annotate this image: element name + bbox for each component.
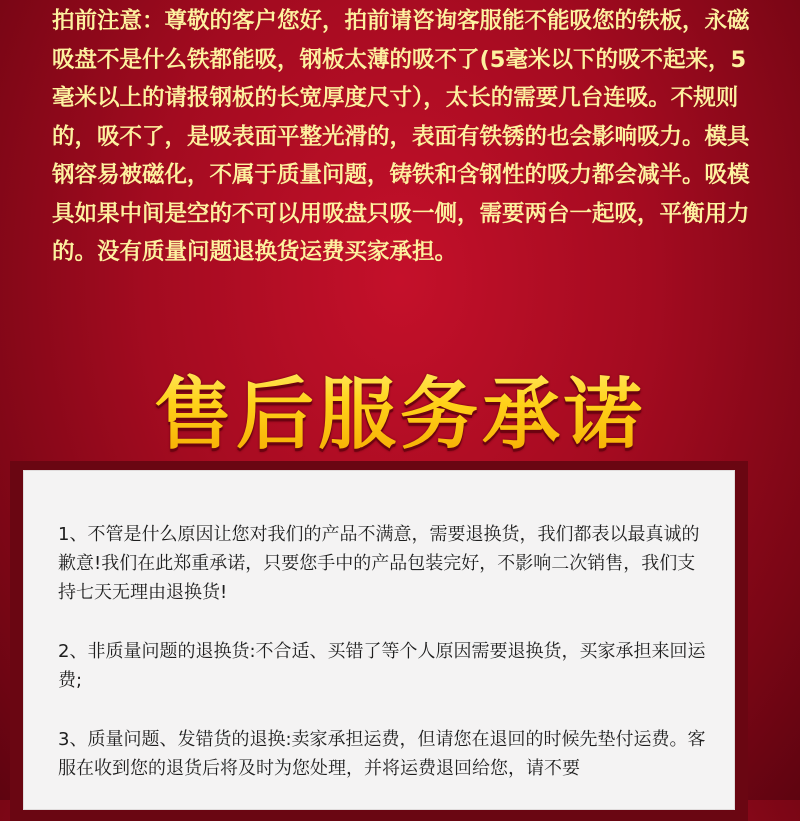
- terms-item-2: 2、非质量问题的退换货:不合适、买错了等个人原因需要退换货，买家承担来回运费;: [58, 641, 706, 691]
- terms-item-3: 3、质量问题、发错货的退换:卖家承担运费，但请您在退回的时候先垫付运费。客服在收到您的退货后将及时为您处理，并将运费退回给您，请不要: [58, 729, 706, 779]
- terms-item-1: 1、不管是什么原因让您对我们的产品不满意，需要退换货，我们都表以最真诚的歉意!我们在此郑重承诺，只要您手中的产品包装完好，不影响二次销售，我们支持七天无理由退换货!: [58, 524, 700, 603]
- terms-list: [58, 520, 708, 813]
- after-sales-headline: 售后服务承诺: [0, 352, 800, 464]
- pre-purchase-notice: 拍前注意：尊敬的客户您好，拍前请咨询客服能不能吸您的铁板，永磁吸盘不是什么铁都能吸，钢板太薄的吸不了(5毫米以下的吸不起来，5毫米以上的请报钢板的长宽厚度尺寸），太长的需要几台连吸。不规则的，吸不了，是吸表面平整光滑的，表面有铁锈的也会影响吸力。模具钢容易被磁化，不属于质量问题，铸铁和含钢性的吸力都会减半。吸模具如果中间是空的不可以用吸盘只吸一侧，需要两台一起吸，平衡用力的。没有质量问题退换货运费买家承担。: [52, 8, 750, 265]
